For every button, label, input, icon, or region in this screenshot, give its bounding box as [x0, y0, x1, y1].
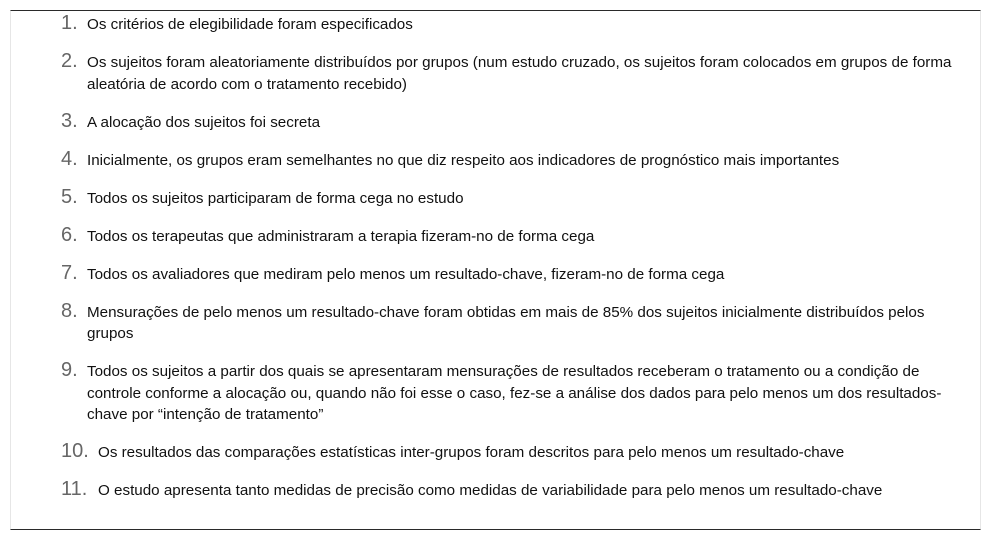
- item-number: 8.: [61, 299, 78, 322]
- criteria-list: [61, 13, 961, 517]
- item-number: 10.: [61, 440, 89, 462]
- item-number: 6.: [61, 223, 78, 246]
- item-number: 7.: [61, 261, 78, 284]
- item-number: 11.: [61, 478, 88, 500]
- item-text: Os resultados das comparações estatísticas inter-grupos foram descritos para pelo menos um resultado-chave: [98, 444, 845, 461]
- item-text: Mensurações de pelo menos um resultado-chave foram obtidas em mais de 85% dos sujeitos inicialmente distribuídos pelos grupos: [87, 303, 925, 342]
- list-item: [61, 187, 961, 210]
- item-text: Todos os sujeitos a partir dos quais se apresentaram mensurações de resultados receberam o tratamento ou a condição de controle conforme a alocação ou, quando não foi esse o caso, fez-se a análise dos dados para pelo menos um dos resultados-chave por “intenção de tratamento”: [87, 363, 942, 423]
- list-item: [61, 263, 961, 286]
- item-number: 1.: [61, 12, 78, 34]
- item-number: 2.: [61, 50, 78, 72]
- item-text: Inicialmente, os grupos eram semelhantes no que diz respeito aos indicadores de prognóstico mais importantes: [87, 151, 840, 169]
- item-text: Os critérios de elegibilidade foram especificados: [87, 16, 413, 33]
- item-text: A alocação dos sujeitos foi secreta: [87, 113, 321, 131]
- list-item: [61, 13, 961, 36]
- item-text: Todos os terapeutas que administraram a terapia fizeram-no de forma cega: [87, 227, 595, 245]
- item-text: O estudo apresenta tanto medidas de precisão como medidas de variabilidade para pelo menos um resultado-chave: [98, 482, 883, 499]
- criteria-table-frame: [10, 10, 981, 530]
- list-item: [61, 225, 961, 248]
- item-number: 9.: [61, 359, 78, 381]
- list-item: [61, 111, 961, 134]
- list-item: [61, 479, 961, 502]
- item-text: Todos os sujeitos participaram de forma cega no estudo: [87, 189, 464, 207]
- list-item: [61, 360, 961, 426]
- list-item: [61, 441, 961, 464]
- item-number: 5.: [61, 185, 78, 208]
- item-text: Todos os avaliadores que mediram pelo menos um resultado-chave, fizeram-no de forma cega: [87, 265, 725, 283]
- list-item: [61, 301, 961, 345]
- item-number: 3.: [61, 109, 78, 132]
- item-number: 4.: [61, 147, 78, 170]
- item-text: Os sujeitos foram aleatoriamente distribuídos por grupos (num estudo cruzado, os sujeitos foram colocados em grupos de forma aleatória de acordo com o tratamento recebido): [87, 54, 952, 93]
- list-item: [61, 149, 961, 172]
- list-item: [61, 51, 961, 95]
